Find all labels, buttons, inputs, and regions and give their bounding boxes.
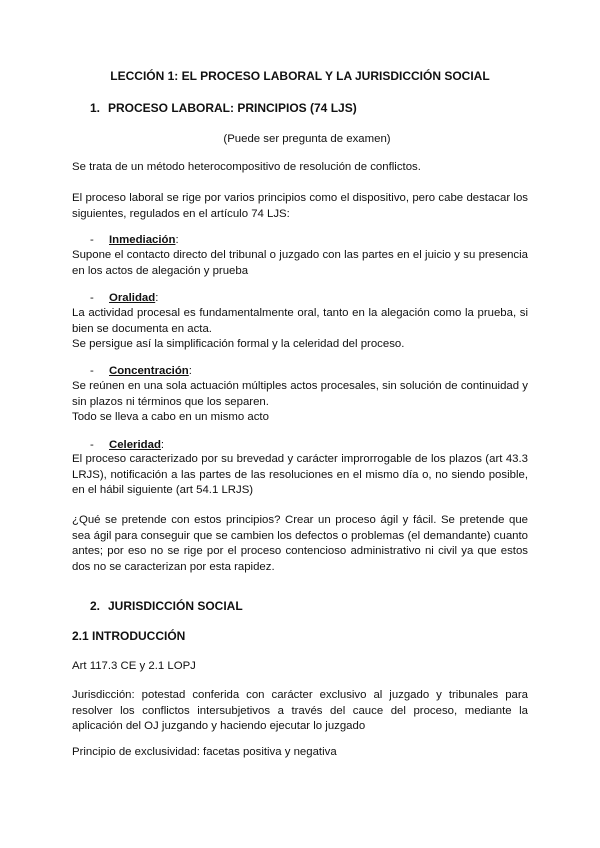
intro-paragraph-1: Se trata de un método heterocompositivo de resolución de conflictos. bbox=[72, 161, 421, 173]
legal-reference: Art 117.3 CE y 2.1 LOPJ bbox=[72, 660, 196, 672]
section-2-title: JURISDICCIÓN SOCIAL bbox=[108, 599, 243, 613]
principle-text-inmediacion: Supone el contacto directo del tribunal o juzgado con las partes en el juicio y su presencia en los actos de alegación y prueba bbox=[72, 249, 528, 277]
exclusivity-principle: Principio de exclusividad: facetas positiva y negativa bbox=[72, 746, 337, 758]
section-2-number: 2. bbox=[90, 599, 101, 613]
section-1-title: PROCESO LABORAL: PRINCIPIOS (74 LJS) bbox=[108, 101, 357, 115]
section-2-heading bbox=[90, 599, 243, 615]
bullet-dash: - bbox=[90, 365, 94, 377]
section-1-number: 1. bbox=[90, 101, 101, 115]
principle-term: Oralidad bbox=[109, 292, 156, 304]
closing-paragraph: ¿Qué se pretende con estos principios? Crear un proceso ágil y fácil. Se pretende que sea ágil para conseguir que se cambien los defectos o problemas (el demandante) cuanto antes; por eso no se rige por el proceso contencioso administrativo ni civil ya que estos dos no se caracterizan por esta rapidez. bbox=[72, 514, 528, 573]
principle-colon: : bbox=[175, 234, 179, 246]
principle-colon: : bbox=[160, 439, 165, 451]
principle-text-concentracion: Se reúnen en una sola actuación múltiples actos procesales, sin solución de continuidad y sin plazos ni términos que los separen. bbox=[72, 380, 528, 408]
principle-heading-inmediacion bbox=[90, 233, 179, 249]
principle-text-oralidad: La actividad procesal es fundamentalmente oral, tanto en la alegación como la prueba, si bien se documenta en acta. bbox=[72, 307, 528, 335]
bullet-dash: - bbox=[90, 234, 94, 246]
principle-term: Celeridad bbox=[109, 439, 161, 451]
document-title: LECCIÓN 1: EL PROCESO LABORAL Y LA JURISDICCIÓN SOCIAL bbox=[110, 69, 490, 83]
intro-paragraph-2: El proceso laboral se rige por varios principios como el dispositivo, pero cabe destacar los siguientes, regulados en el artículo 74 LJS: bbox=[72, 192, 528, 220]
principle-term: Concentración bbox=[109, 365, 189, 377]
exam-note: (Puede ser pregunta de examen) bbox=[223, 133, 391, 145]
principle-heading-oralidad bbox=[90, 291, 158, 307]
subsection-2-1-heading: 2.1 INTRODUCCIÓN bbox=[72, 629, 186, 643]
principle-text-celeridad: El proceso caracterizado por su brevedad y carácter improrrogable de los plazos (art 43.3 LRJS), notificación a las partes de las resoluciones en el mismo día o, no siendo posible, en el hábil siguiente (art 54.1 LRJS) bbox=[72, 453, 528, 496]
principle-text-concentracion-2: Todo se lleva a cabo en un mismo acto bbox=[72, 411, 269, 423]
jurisdiction-definition: Jurisdicción: potestad conferida con carácter exclusivo al juzgado y tribunales para resolver los conflictos intersubjetivos a través del cauce del proceso, mediante la aplicación del OJ juzgando y haciendo ejecutar lo juzgado bbox=[72, 689, 528, 732]
principle-colon: : bbox=[155, 292, 159, 304]
principle-term: Inmediación bbox=[109, 234, 176, 246]
bullet-dash: - bbox=[90, 292, 94, 304]
bullet-dash: - bbox=[90, 439, 94, 451]
section-1-heading bbox=[90, 101, 357, 117]
principle-text-oralidad-2: Se persigue así la simplificación formal y la celeridad del proceso. bbox=[72, 338, 405, 350]
principle-heading-concentracion bbox=[90, 364, 192, 380]
principle-colon: : bbox=[188, 365, 192, 377]
